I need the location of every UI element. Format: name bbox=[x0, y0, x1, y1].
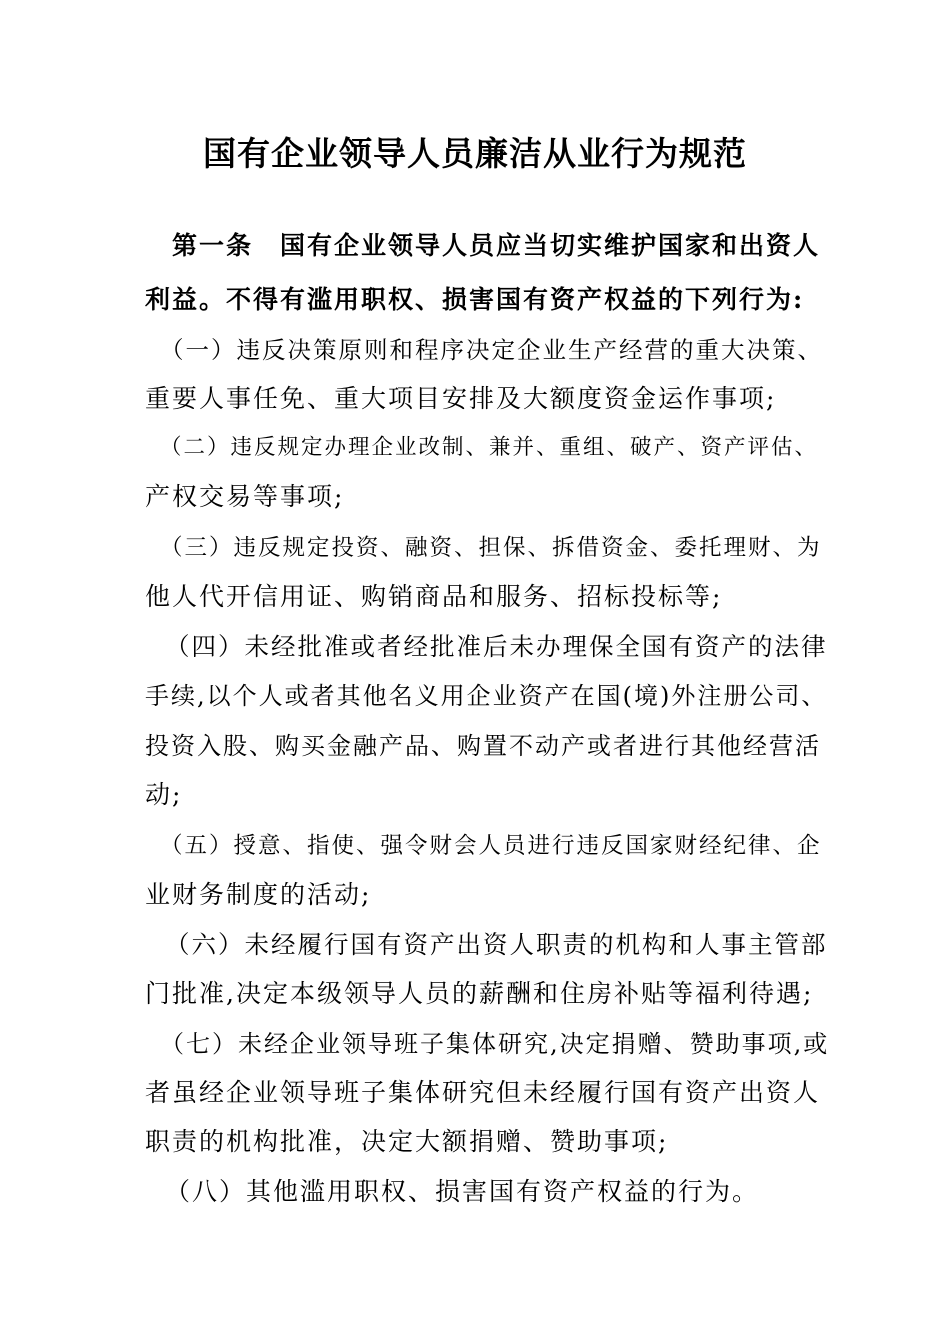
item-6-line-1: （六）未经履行国有资产出资人职责的机构和人事主管部 bbox=[165, 930, 828, 959]
item-2-line-2: 产权交易等事项; bbox=[145, 482, 345, 511]
item-5-line-1: （五）授意、指使、强令财会人员进行违反国家财经纪律、企 bbox=[160, 833, 822, 859]
article-1-line-1: 第一条 国有企业领导人员应当切实维护国家和出资人 bbox=[145, 231, 821, 260]
item-4-line-4: 动; bbox=[145, 780, 183, 809]
item-8-line-1: （八）其他滥用职权、损害国有资产权益的行为。 bbox=[165, 1177, 760, 1206]
item-1-line-2: 重要人事任免、重大项目安排及大额度资金运作事项; bbox=[145, 384, 777, 413]
item-7-line-2: 者虽经企业领导班子集体研究但未经履行国有资产出资人 bbox=[145, 1078, 821, 1107]
item-4-line-3: 投资入股、购买金融产品、购置不动产或者进行其他经营活 bbox=[145, 732, 821, 760]
item-7-line-1: （七）未经企业领导班子集体研究,决定捐赠、赞助事项,或 bbox=[160, 1030, 830, 1058]
document-title: 国有企业领导人员廉洁从业行为规范 bbox=[203, 134, 747, 173]
item-7-line-3: 职责的机构批准，决定大额捐赠、赞助事项; bbox=[145, 1127, 669, 1156]
item-4-line-1: （四）未经批准或者经批准后未办理保全国有资产的法律 bbox=[165, 632, 828, 661]
item-1-line-1: （一）违反决策原则和程序决定企业生产经营的重大决策、 bbox=[160, 336, 823, 364]
item-5-line-2: 业财务制度的活动; bbox=[145, 880, 372, 909]
item-6-line-2: 门批准,决定本级领导人员的薪酬和住房补贴等福利待遇; bbox=[145, 979, 814, 1008]
item-3-line-2: 他人代开信用证、购销商品和服务、招标投标等; bbox=[145, 582, 723, 611]
article-1-line-2: 利益。不得有滥用职权、损害国有资产权益的下列行为: bbox=[145, 285, 805, 314]
item-3-line-1: （三）违反规定投资、融资、担保、拆借资金、委托理财、为 bbox=[160, 535, 822, 561]
item-4-line-2: 手续,以个人或者其他名义用企业资产在国(境)外注册公司、 bbox=[145, 682, 828, 710]
item-2-line-1: （二）违反规定办理企业改制、兼并、重组、破产、资产评估、 bbox=[160, 435, 819, 460]
